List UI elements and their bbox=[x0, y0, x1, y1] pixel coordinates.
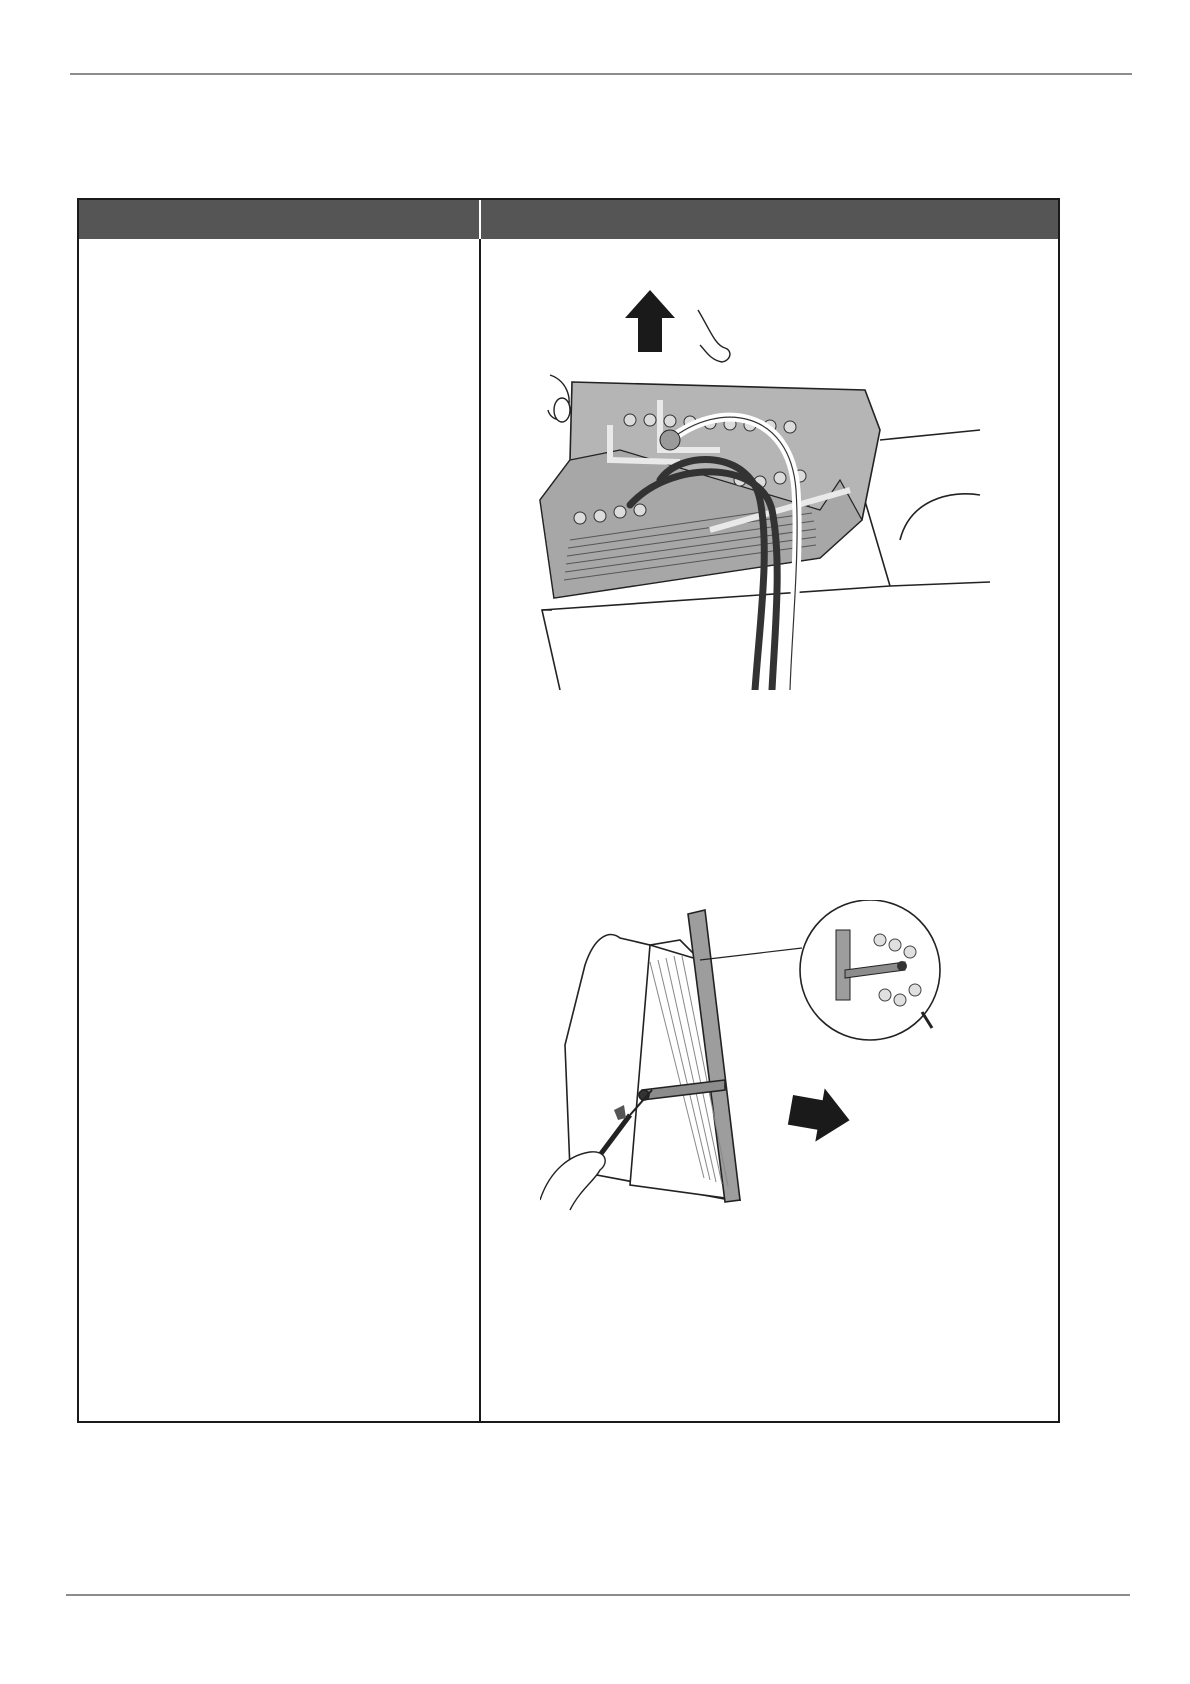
table-header bbox=[79, 200, 1058, 239]
remove-bracket-screw-illustration bbox=[540, 900, 1020, 1260]
header-cell-procedure bbox=[79, 200, 481, 239]
procedure-text-cell bbox=[79, 239, 479, 1421]
top-rule bbox=[70, 73, 1132, 75]
lift-evaporator-illustration bbox=[510, 290, 990, 690]
column-divider bbox=[479, 239, 481, 1421]
bottom-rule bbox=[66, 1594, 1130, 1596]
right-arrow-icon bbox=[786, 1083, 854, 1147]
detail-callout bbox=[700, 900, 940, 1040]
remove-bracket-screw-svg bbox=[540, 900, 1020, 1260]
coil-unit-shape bbox=[540, 382, 880, 598]
lift-evaporator-svg bbox=[510, 290, 990, 690]
up-arrow-icon bbox=[625, 290, 675, 352]
header-cell-illustration bbox=[481, 200, 1058, 239]
hand-icon bbox=[540, 1152, 605, 1210]
hand-right-icon bbox=[698, 310, 730, 362]
hand-left-icon bbox=[548, 375, 570, 422]
